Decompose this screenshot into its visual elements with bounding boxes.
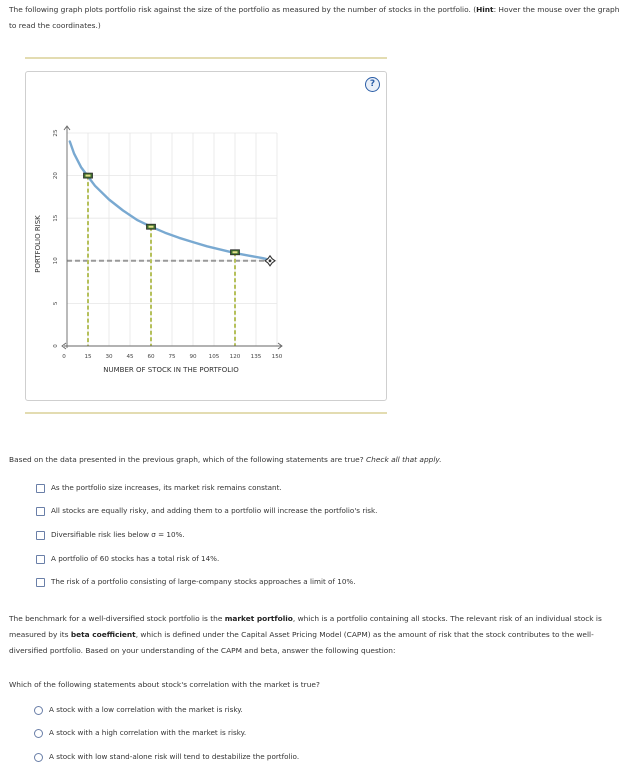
q2-option-2[interactable]: A stock with a high correlation with the market is risky. [34,728,246,738]
radio-button[interactable] [34,753,43,762]
y-tick-label: 10 [53,257,59,265]
radio-button[interactable] [34,729,43,738]
endpoint-marker-center [269,259,272,262]
q1-option-1[interactable]: As the portfolio size increases, its market risk remains constant. [36,483,282,493]
risk-curve [70,142,270,260]
x-tick-label: 60 [147,354,155,360]
q1-option-2[interactable]: All stocks are equally risky, and adding them to a portfolio will increase the portfolio's risk. [36,506,377,516]
x-tick-label: 0 [62,354,66,360]
x-tick-label: 90 [189,354,197,360]
y-tick-label: 25 [53,129,59,137]
data-marker-fill [233,251,238,253]
checkbox[interactable] [36,484,45,493]
x-tick-label: 45 [126,354,134,360]
q2-option-1[interactable]: A stock with a low correlation with the market is risky. [34,705,243,715]
y-tick-label: 15 [53,214,59,222]
data-marker-fill [149,226,154,228]
data-marker-fill [86,175,91,177]
q2-option-3[interactable]: A stock with low stand-alone risk will tend to destabilize the portfolio. [34,752,299,762]
checkbox[interactable] [36,507,45,516]
question1-prompt: Based on the data presented in the previous graph, which of the following statements are true? Check all that apply. [9,455,442,464]
bottom-divider [25,412,387,414]
help-button[interactable]: ? [365,77,380,92]
y-tick-label: 0 [53,344,59,348]
q1-option-5[interactable]: The risk of a portfolio consisting of large-company stocks approaches a limit of 10%. [36,577,356,587]
x-tick-label: 15 [84,354,92,360]
intro-text: The following graph plots portfolio risk against the size of the portfolio as measured by the number of stocks in the portfolio. (Hint: Hover the mouse over the graph to read the coordinates.) [9,5,620,30]
y-axis-title: PORTFOLIO RISK [34,215,42,273]
x-tick-label: 120 [229,354,241,360]
x-axis-title: NUMBER OF STOCK IN THE PORTFOLIO [103,366,239,374]
capm-paragraph: The benchmark for a well-diversified stock portfolio is the market portfolio, which is a portfolio containing all stocks. The relevant risk of an individual stock is measured by its beta coefficient, which is defined under the Capital Asset Pricing Model (CAPM) as the amount of risk that the stock contributes to the well-diversified portfolio. Based on your understanding of the CAPM and beta, answer the following question: [9,614,602,655]
question2-prompt: Which of the following statements about stock's correlation with the market is true? [9,680,320,689]
x-tick-label: 30 [105,354,113,360]
x-tick-label: 150 [271,354,283,360]
q1-option-3[interactable]: Diversifiable risk lies below σ = 10%. [36,530,185,540]
y-tick-label: 20 [53,172,59,180]
x-tick-label: 135 [250,354,262,360]
y-tick-label: 5 [53,301,59,306]
radio-button[interactable] [34,706,43,715]
x-tick-label: 105 [208,354,220,360]
q1-option-4[interactable]: A portfolio of 60 stocks has a total risk of 14%. [36,554,219,564]
checkbox[interactable] [36,531,45,540]
x-tick-label: 75 [168,354,176,360]
checkbox[interactable] [36,578,45,587]
checkbox[interactable] [36,555,45,564]
